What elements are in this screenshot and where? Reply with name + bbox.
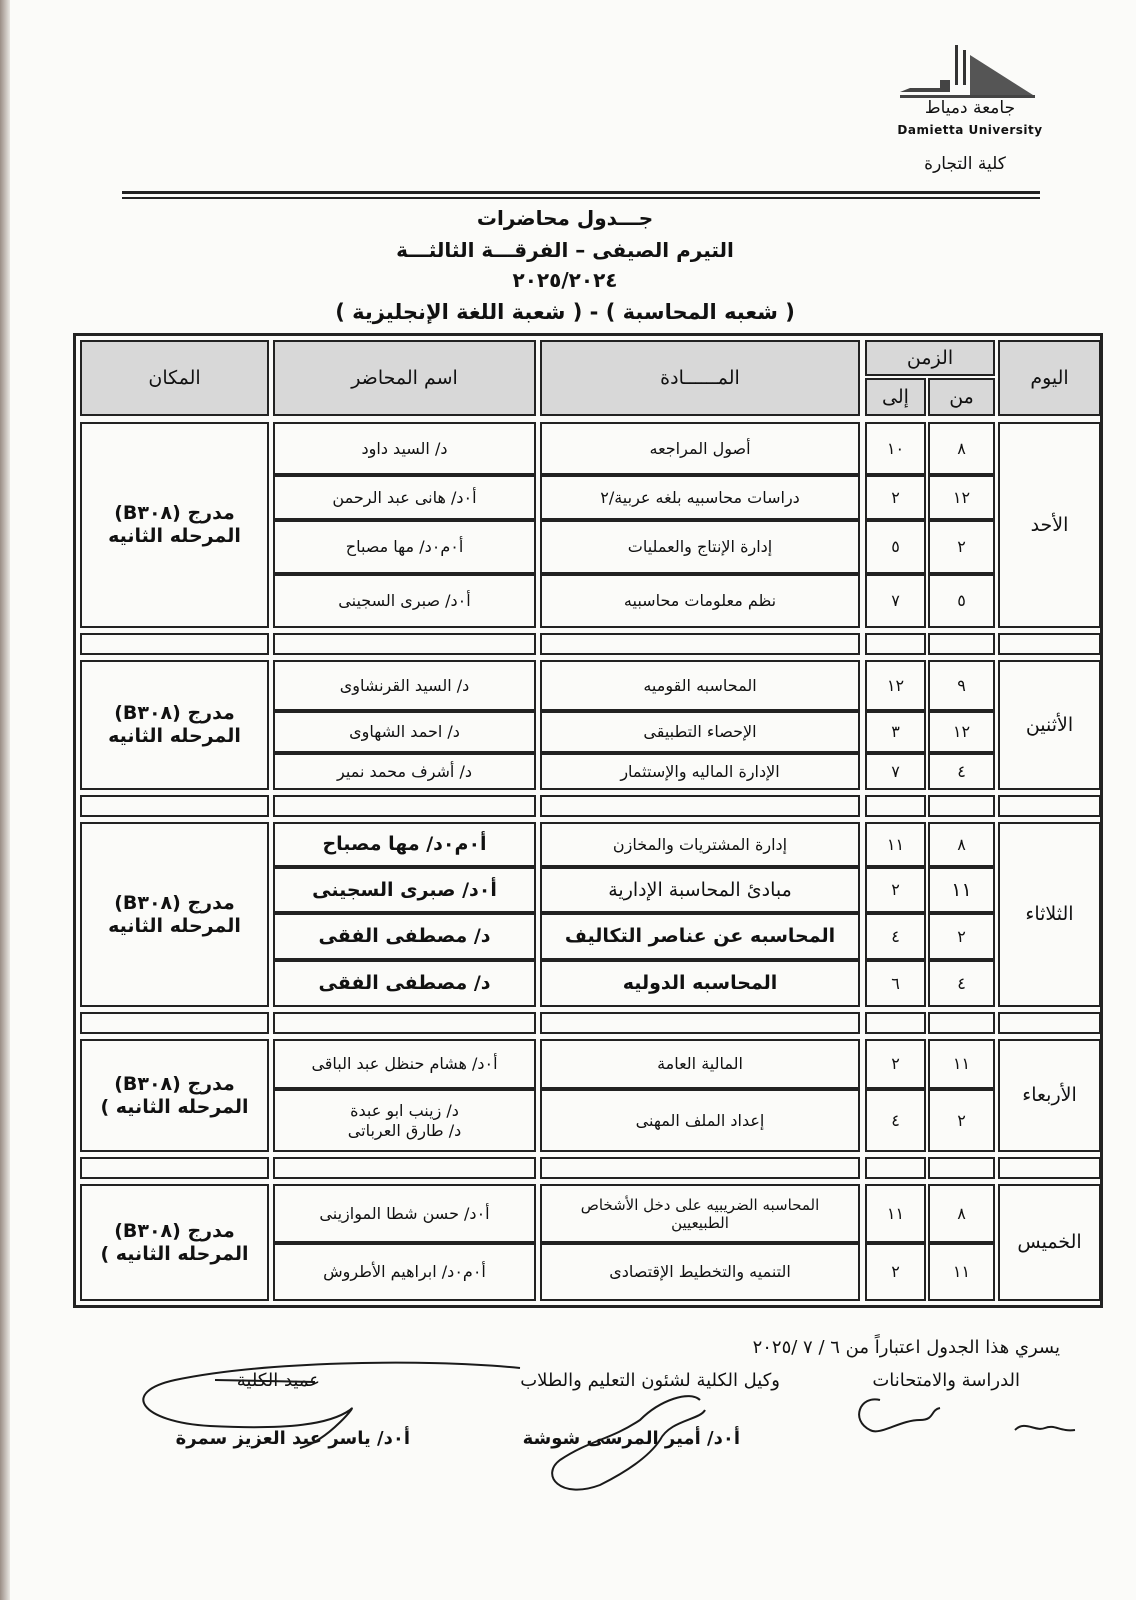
time-from: ٨	[928, 1184, 995, 1243]
header-from: من	[928, 378, 995, 416]
time-to: ٣	[865, 711, 926, 753]
place-stage: المرحله الثانيه )	[100, 1095, 249, 1118]
header-to: إلى	[865, 378, 926, 416]
time-from: ١١	[928, 867, 995, 913]
place-hall: مدرج (B٣٠٨)	[114, 702, 235, 725]
dean-signature-underline	[215, 1380, 315, 1382]
time-to: ٢	[865, 475, 926, 520]
day-thursday: الخميس	[998, 1184, 1101, 1301]
lecturer: أ٠م٠د/ ابراهيم الأطروش	[273, 1243, 536, 1301]
subject: إدارة الإنتاج والعمليات	[540, 520, 860, 574]
exams-signature	[859, 1399, 940, 1431]
place-hall: مدرج (B٣٠٨)	[114, 891, 235, 914]
exams-initials	[1015, 1426, 1075, 1430]
lecturer: أ٠د/ هانى عبد الرحمن	[273, 475, 536, 520]
subject: المالية العامة	[540, 1039, 860, 1089]
vice-dean-name: أ٠د/ أمير المرسى شوشة	[522, 1428, 740, 1449]
dean-title: عميد الكلية	[236, 1370, 320, 1391]
day-sunday: الأحد	[998, 422, 1101, 628]
lecturer: د/ مصطفى الفقى	[273, 913, 536, 960]
time-from: ٤	[928, 960, 995, 1007]
dean-signature	[143, 1363, 520, 1448]
subject: الإحصاء التطبيقى	[540, 711, 860, 753]
place-hall: مدرج (B٣٠٨)	[114, 1072, 235, 1095]
time-to: ١١	[865, 1184, 926, 1243]
subject: مبادئ المحاسبة الإدارية	[540, 867, 860, 913]
subject: المحاسبه القوميه	[540, 660, 860, 711]
time-to: ١١	[865, 822, 926, 867]
university-name-ar: جامعة دمياط	[924, 98, 1016, 118]
time-from: ٥	[928, 574, 995, 628]
lecturer: د/ أشرف محمد نمير	[273, 753, 536, 790]
header-place: المكان	[80, 340, 269, 416]
day-wednesday: الأربعاء	[998, 1039, 1101, 1152]
lecturer: د/ السيد القرنشاوى	[273, 660, 536, 711]
subject: دراسات محاسبيه بلغه عربية/٢	[540, 475, 860, 520]
subject: نظم معلومات محاسبيه	[540, 574, 860, 628]
header-day: اليوم	[998, 340, 1101, 416]
time-from: ١٢	[928, 475, 995, 520]
vice-dean-title: وكيل الكلية لشئون التعليم والطلاب	[520, 1370, 780, 1391]
lecturer: د/ مصطفى الفقى	[273, 960, 536, 1007]
subject: التنميه والتخطيط الإقتصادى	[540, 1243, 860, 1301]
time-from: ٨	[928, 822, 995, 867]
lecturer: د/ السيد داود	[273, 422, 536, 475]
time-to: ٢	[865, 1243, 926, 1301]
time-to: ٤	[865, 913, 926, 960]
lecturer-name: د/ طارق العرباتى	[347, 1120, 462, 1140]
time-from: ١٢	[928, 711, 995, 753]
header-lecturer: اسم المحاضر	[273, 340, 536, 416]
title-line-4: ( شعبه المحاسبة ) - ( شعبة اللغة الإنجليزية )	[335, 300, 795, 324]
time-to: ٦	[865, 960, 926, 1007]
place-hall: مدرج (B٣٠٨)	[114, 1219, 235, 1242]
day-tuesday: الثلاثاء	[998, 822, 1101, 1007]
subject: المحاسبه عن عناصر التكاليف	[540, 913, 860, 960]
subject: أصول المراجعه	[540, 422, 860, 475]
lecturer: أ٠د/ هشام حنظل عبد الباقى	[273, 1039, 536, 1089]
lecturer: أ٠د/ صبرى السجينى	[273, 867, 536, 913]
time-to: ٧	[865, 574, 926, 628]
subject: الإدارة الماليه والإستثمار	[540, 753, 860, 790]
time-to: ٥	[865, 520, 926, 574]
time-to: ١٢	[865, 660, 926, 711]
lecturer: أ٠د/ صبرى السجينى	[273, 574, 536, 628]
subject: المحاسبه الدوليه	[540, 960, 860, 1007]
place-hall: مدرج (B٣٠٨)	[114, 502, 235, 525]
subject-line: الطبيعيين	[671, 1213, 729, 1232]
header-subject: المــــــادة	[540, 340, 860, 416]
title-line-1: جـــدول محاضرات	[476, 206, 654, 230]
time-from: ١١	[928, 1039, 995, 1089]
lecturer: أ٠د/ حسن شطا الموازينى	[273, 1184, 536, 1243]
time-from: ٤	[928, 753, 995, 790]
time-from: ٢	[928, 520, 995, 574]
header-time: الزمن	[865, 340, 995, 376]
day-monday: الأثنين	[998, 660, 1101, 790]
time-to: ٧	[865, 753, 926, 790]
lecturer: أ٠م٠د/ مها مصباح	[273, 822, 536, 867]
effective-date: يسري هذا الجدول اعتباراً من ٦ / ٧ /٢٠٢٥	[752, 1337, 1060, 1358]
lecturer: د/ احمد الشهاوى	[273, 711, 536, 753]
time-to: ٤	[865, 1089, 926, 1152]
university-name-en: Damietta University	[897, 123, 1043, 137]
place-stage: المرحله الثانيه )	[100, 1242, 249, 1265]
time-from: ١١	[928, 1243, 995, 1301]
time-from: ٩	[928, 660, 995, 711]
subject: إدارة المشتريات والمخازن	[540, 822, 860, 867]
title-line-2: التيرم الصيفى – الفرقـــة الثالثـــة	[396, 238, 734, 262]
faculty-name: كلية التجارة	[924, 154, 1006, 174]
subject-line: المحاسبه الضريبيه على دخل الأشخاص	[580, 1195, 820, 1214]
vice-dean-signature	[552, 1396, 705, 1490]
time-to: ٢	[865, 1039, 926, 1089]
time-from: ٨	[928, 422, 995, 475]
time-from: ٢	[928, 913, 995, 960]
place-stage: المرحله الثانيه	[108, 914, 241, 937]
time-to: ٢	[865, 867, 926, 913]
time-to: ١٠	[865, 422, 926, 475]
time-from: ٢	[928, 1089, 995, 1152]
exams-office-title: الدراسة والامتحانات	[872, 1370, 1020, 1391]
lecturer: أ٠م٠د/ مها مصباح	[273, 520, 536, 574]
title-line-3: ٢٠٢٥/٢٠٢٤	[512, 268, 618, 292]
place-stage: المرحله الثانيه	[108, 525, 241, 547]
dean-name: أ٠د/ ياسر عبد العزيز سمرة	[175, 1428, 410, 1449]
place-stage: المرحله الثانيه	[108, 725, 241, 747]
subject: إعداد الملف المهنى	[540, 1089, 860, 1152]
lecturer-name: د/ زينب ابو عبدة	[350, 1101, 459, 1121]
